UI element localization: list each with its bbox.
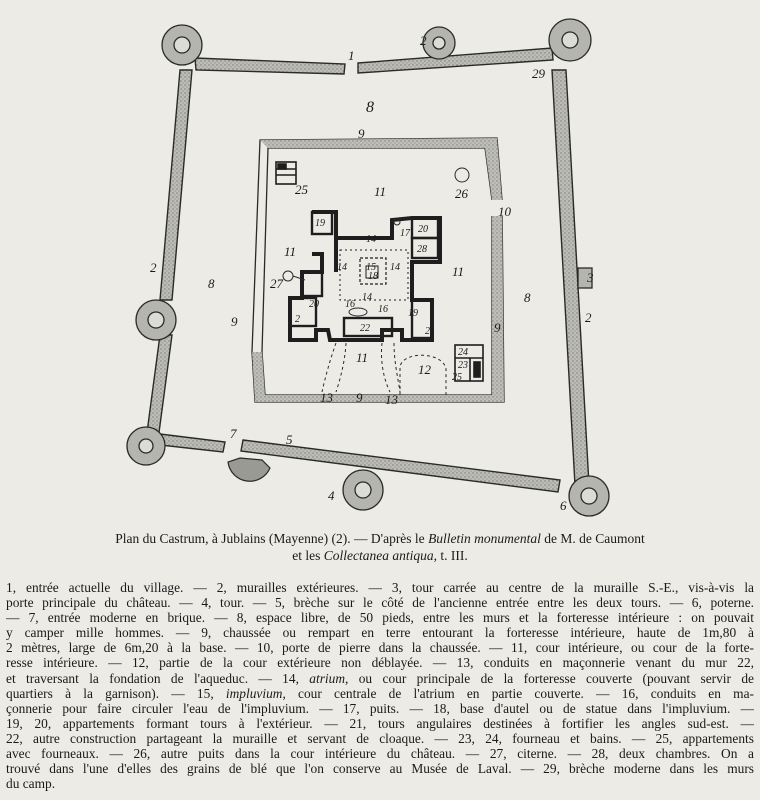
label-28: 28 (417, 244, 427, 255)
label-8-top: 8 (366, 99, 374, 116)
label-13-left: 13 (320, 390, 333, 405)
label-16-left: 16 (345, 299, 355, 310)
legend-line: quartiers à la garnison). — 15, impluvium, cour centrale de l'atrium en partie couverte. — 16, conduits en ma- (6, 685, 754, 701)
caption-title-collectanea: Collectanea antiqua (323, 548, 434, 563)
label-23: 23 (458, 360, 468, 371)
legend-line: 2 mètres, large de 6m,20 à la base. — 10, porte de pierre dans la chaussée. — 11, cour intérieure, ou cour de la forte- (6, 640, 754, 656)
label-14-left: 14 (337, 262, 347, 273)
caption-text2: et les (292, 548, 324, 563)
caption-title-bulletin: Bulletin monumental (428, 531, 541, 546)
legend-line: avec fourneaux. — 26, autre puits dans la cour intérieure du château. — 27, citerne. — 28, deux chambres. On a (6, 746, 754, 762)
label-2-top: 2 (420, 33, 427, 48)
caption-text2-end: , t. III. (433, 548, 468, 563)
caption-text-end: de M. de Caumont (540, 531, 645, 546)
tower-top-left (162, 25, 202, 65)
legend-line: du camp. (6, 776, 56, 792)
legend-line: et traversant la fondation de l'aqueduc. — 14, atrium, ou cour principale de la forteresse couverte (pouvant servir de (6, 670, 754, 686)
figure-caption (0, 531, 760, 547)
label-19-top: 19 (315, 218, 325, 229)
label-12: 12 (418, 362, 431, 377)
label-6: 6 (560, 498, 567, 513)
label-20-left: 20 (309, 299, 319, 310)
label-14-right: 14 (390, 262, 400, 273)
label-11-bottom: 11 (356, 350, 369, 365)
legend-line: 1, entrée actuelle du village. — 2, murailles extérieures. — 3, tour carrée au centre de la muraille S.-E., vis-à-vis la (6, 580, 754, 595)
legend-line: 19, 20, appartements formant tours à l'extérieur. — 21, tours angulaires destinées à fortifier les angles sud-est. — (6, 715, 754, 731)
label-26: 26 (455, 186, 468, 201)
label-20-top: 20 (418, 224, 428, 235)
label-9-top: 9 (358, 126, 365, 141)
label-3: 3 (587, 270, 594, 285)
label-18: 18 (368, 271, 378, 282)
label-7: 7 (230, 426, 237, 441)
label-14-top: 14 (366, 234, 376, 245)
tower-top-right (549, 19, 591, 61)
label-11-left: 11 (284, 244, 297, 259)
label-25-br: 25 (452, 372, 462, 383)
label-11-top: 11 (374, 184, 387, 199)
tower-bottom-4 (343, 470, 383, 510)
legend-line: resse intérieure. — 12, partie de la cour extérieure non déblayée. — 13, conduits en maçonnerie venant du mur 22, (6, 655, 754, 671)
legend-line: trouvé dans l'une d'elles des grains de blé que l'on conserve au Musée de Laval. — 29, brèche moderne dans les murs (6, 761, 754, 777)
legend-line: porte principale du château. — 4, tour. — 5, brèche sur le côté de l'ancienne entrée entre les deux tours. — 6, poterne. (6, 595, 754, 611)
ruined-tower (228, 458, 270, 481)
label-17: 17 (400, 228, 410, 239)
legend-line: 22, autre construction partageant la muraille et servant de cloaque. — 23, 24, fourneau et bains. — 25, appartements (6, 730, 754, 746)
inner-rooms (290, 212, 438, 338)
label-14-bottom: 14 (362, 292, 372, 303)
label-21-right: 21 (425, 326, 435, 337)
label-16-right: 16 (378, 304, 388, 315)
label-2-inner: 2 (295, 314, 300, 325)
label-24: 24 (458, 347, 468, 358)
label-25-top: 25 (295, 182, 308, 197)
label-4: 4 (328, 488, 335, 503)
figure-caption-line2 (0, 548, 760, 564)
label-27: 27 (270, 276, 283, 291)
label-5: 5 (286, 432, 293, 447)
label-29: 29 (532, 66, 545, 81)
label-8-left: 8 (208, 276, 215, 291)
legend-line: — 7, entrée moderne en brique. — 8, espace libre, de 50 pieds, entre les murs et la forteresse intérieure : on pouvait (6, 610, 754, 626)
label-15: 15 (366, 262, 376, 273)
label-9-bottom: 9 (356, 390, 363, 405)
tower-bottom-left (127, 427, 165, 465)
label-2-left: 2 (150, 260, 157, 275)
label-22: 22 (360, 323, 370, 334)
term-impluvium: impluvium (225, 685, 283, 701)
label-2-right: 2 (585, 310, 592, 325)
label-19-right: 19 (408, 308, 418, 319)
label-13-right: 13 (385, 392, 398, 407)
label-11-right: 11 (452, 264, 465, 279)
term-atrium: atrium (309, 670, 346, 686)
tower-bottom-right (569, 476, 609, 516)
legend (6, 580, 754, 791)
label-9-right: 9 (494, 320, 501, 335)
caption-text: Plan du Castrum, à Jublains (Mayenne) (2). — D'après le (115, 531, 429, 546)
label-8-right: 8 (524, 290, 531, 305)
label-9-left: 9 (231, 314, 238, 329)
label-1: 1 (348, 48, 355, 63)
tower-left-mid (136, 300, 176, 340)
tower-top-2 (423, 27, 455, 59)
legend-line: çonnerie pour faire circuler l'eau de l'impluvium. — 17, puits. — 18, base d'autel ou de statue dans l'impluvium. — (6, 700, 754, 716)
legend-line: y camper mille hommes. — 9, chaussée ou rempart en terre entourant la forteresse intérieure, haute de 1m,80 à (6, 625, 754, 641)
label-10: 10 (498, 204, 511, 219)
